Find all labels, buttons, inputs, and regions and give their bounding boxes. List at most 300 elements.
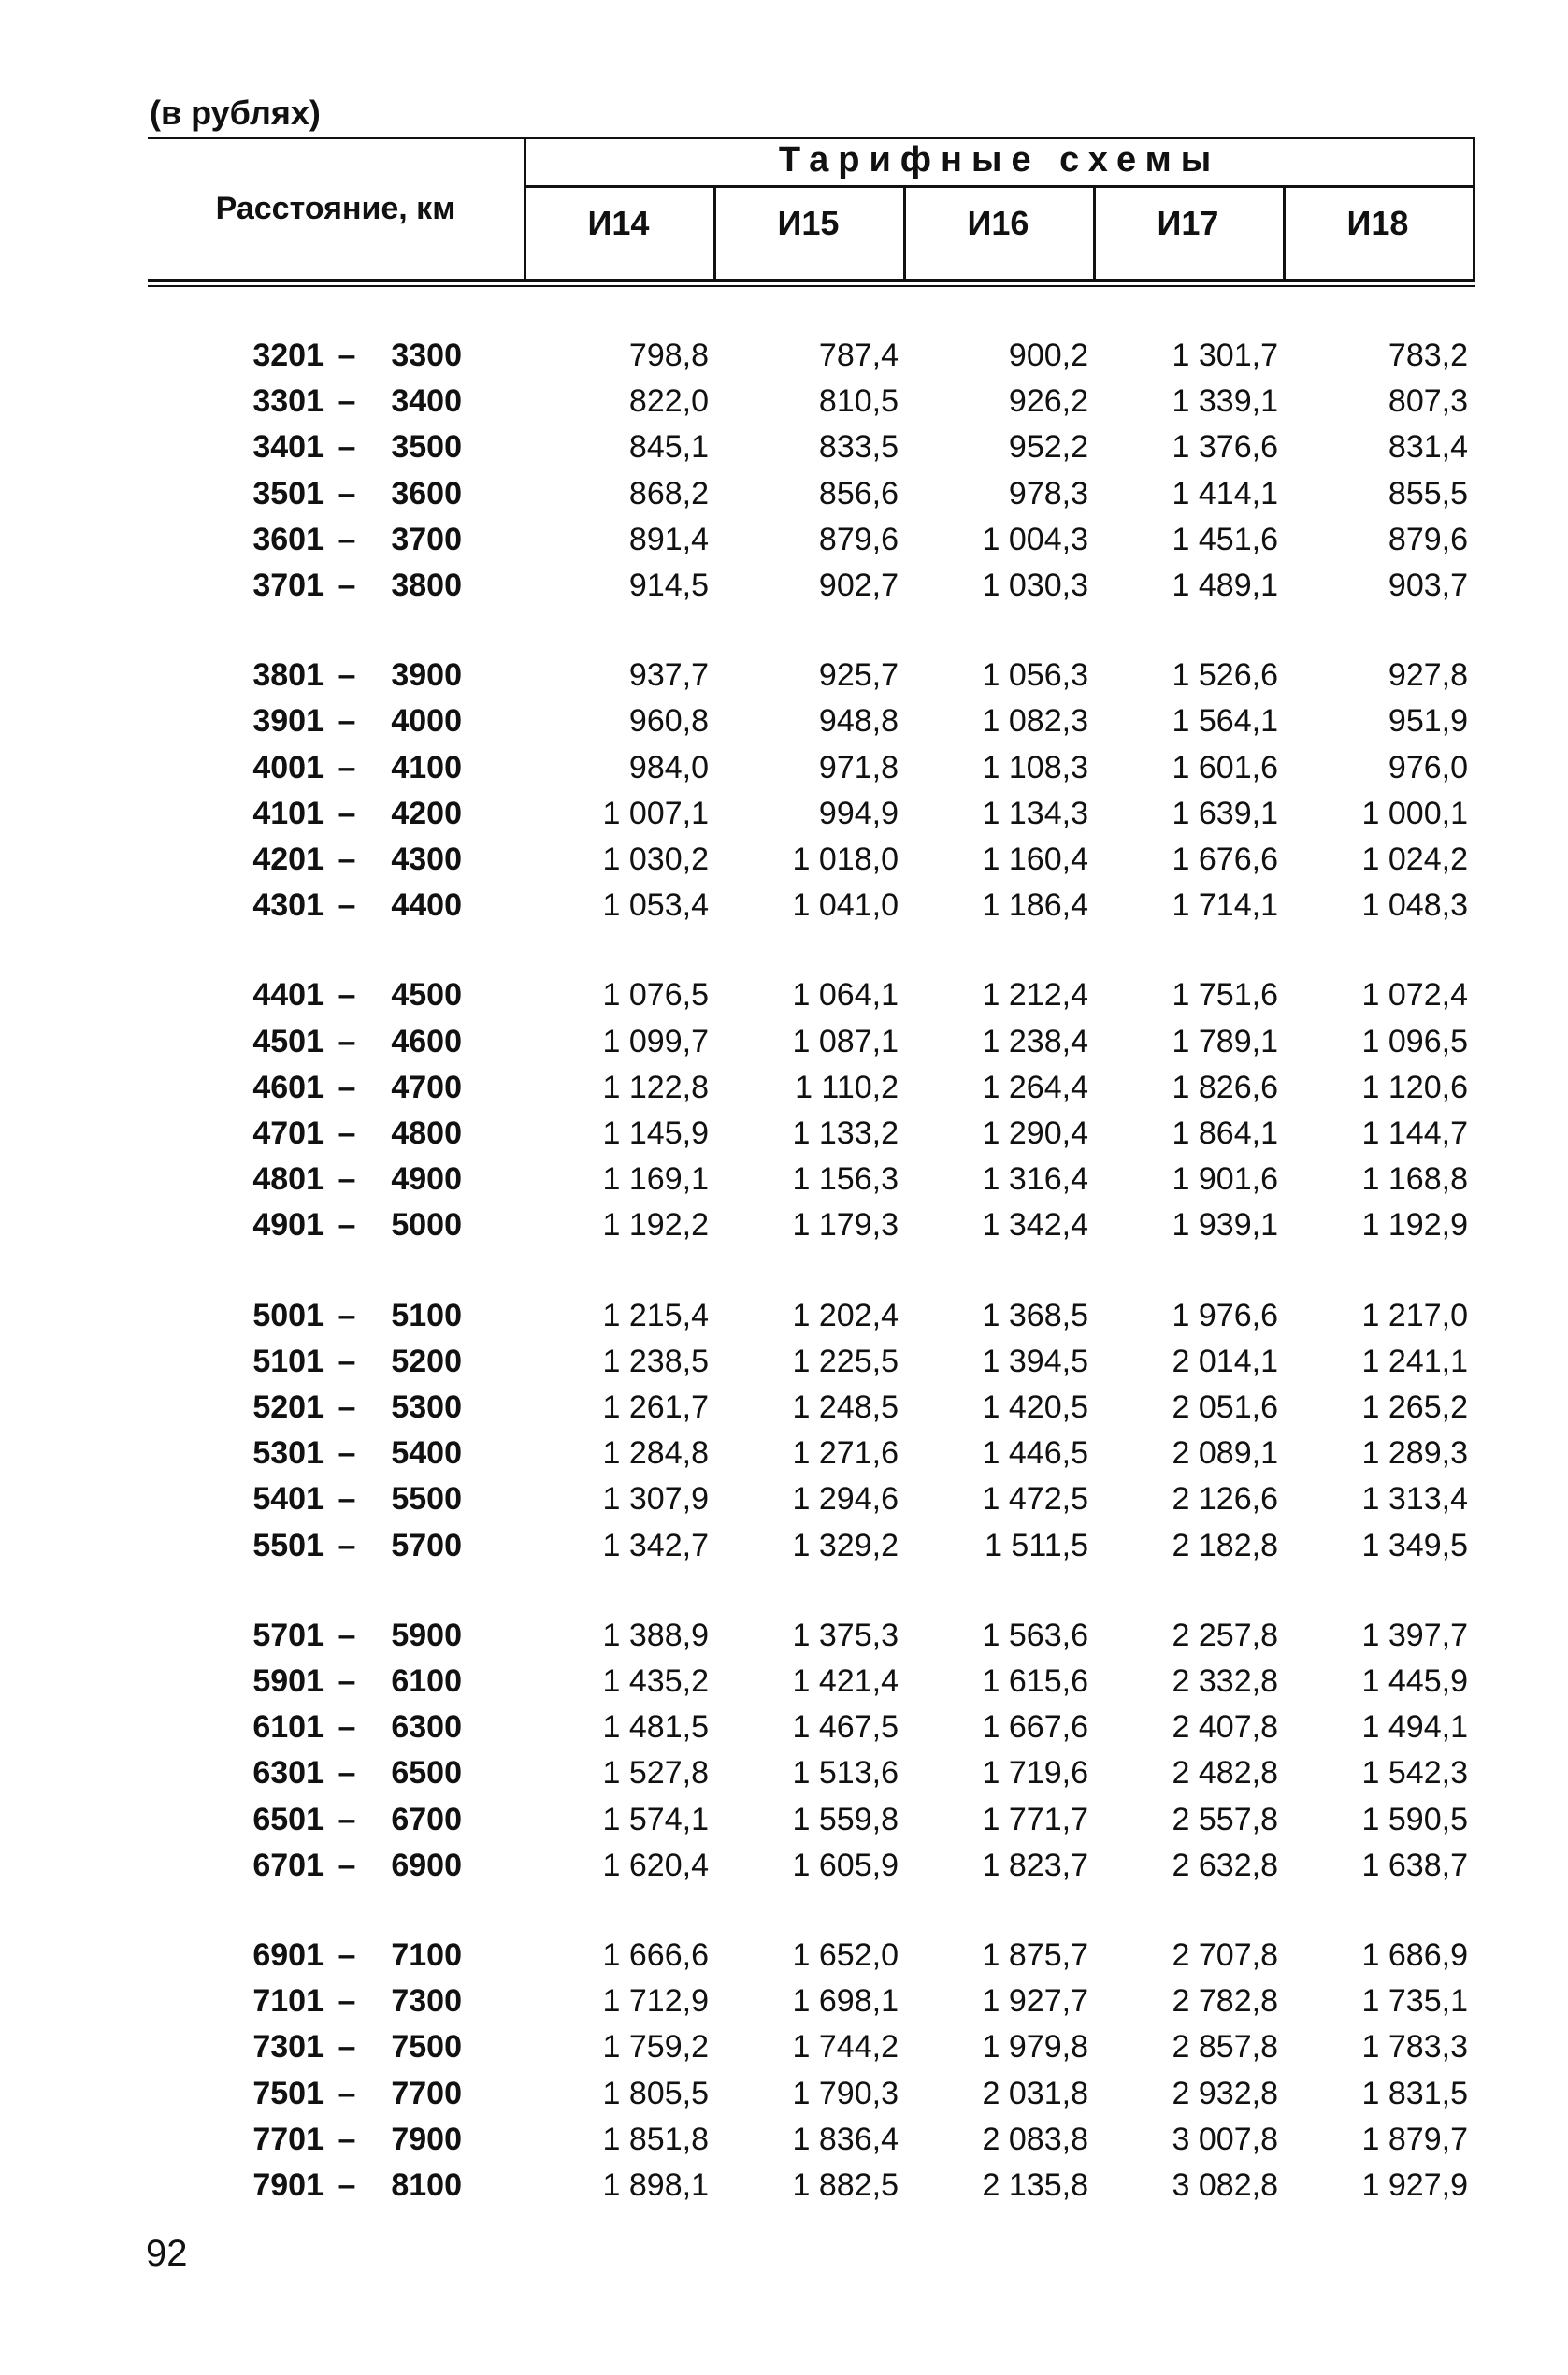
distance-from: 4301 xyxy=(252,887,324,924)
tariff-value: 810,5 xyxy=(818,383,899,420)
table-row xyxy=(148,1019,1475,1065)
distance-from: 5301 xyxy=(252,1435,324,1472)
distance-to: 4400 xyxy=(391,887,462,924)
distance-dash: – xyxy=(338,749,356,785)
tariff-value: 2 632,8 xyxy=(1172,1847,1278,1883)
distance-dash: – xyxy=(338,1755,356,1792)
distance-to: 4000 xyxy=(391,703,462,740)
tariff-value: 1 290,4 xyxy=(982,1116,1088,1151)
tariff-value: 2 135,8 xyxy=(982,2167,1088,2203)
distance-dash: – xyxy=(338,2075,356,2111)
tariff-value: 2 332,8 xyxy=(1172,1663,1278,1699)
column-header-i14: И14 xyxy=(587,204,650,242)
distance-from: 4001 xyxy=(252,749,324,785)
tariff-value: 1 238,4 xyxy=(982,1023,1088,1059)
tariff-value: 1 420,5 xyxy=(982,1389,1088,1425)
table-row xyxy=(148,471,1475,517)
tariff-value: 1 667,6 xyxy=(982,1709,1088,1746)
distance-dash: – xyxy=(338,1207,356,1244)
tariff-value: 1 831,5 xyxy=(1361,2075,1468,2111)
tariff-value: 1 783,3 xyxy=(1361,2029,1468,2066)
distance-from: 3601 xyxy=(252,521,324,557)
tariff-value: 2 407,8 xyxy=(1172,1709,1278,1746)
table-row xyxy=(148,1111,1475,1157)
distance-from: 6101 xyxy=(252,1709,324,1746)
tariff-value: 2 557,8 xyxy=(1172,1801,1278,1837)
tariff-value: 1 901,6 xyxy=(1172,1161,1278,1198)
distance-to: 4700 xyxy=(391,1069,462,1105)
tariff-value: 1 615,6 xyxy=(982,1663,1088,1699)
tariff-value: 902,7 xyxy=(818,568,899,603)
table-row xyxy=(148,972,1475,1018)
tariff-value: 2 126,6 xyxy=(1172,1481,1278,1518)
tariff-value: 1 542,3 xyxy=(1361,1755,1468,1792)
distance-to: 8100 xyxy=(391,2167,462,2203)
tariff-value: 925,7 xyxy=(818,657,899,694)
column-header-i18: И18 xyxy=(1346,204,1409,242)
distance-to: 7900 xyxy=(391,2121,462,2157)
table-row xyxy=(148,517,1475,563)
tariff-value: 1 638,7 xyxy=(1361,1847,1468,1883)
tariff-value: 903,7 xyxy=(1388,568,1468,603)
distance-to: 6100 xyxy=(391,1663,462,1699)
table-row xyxy=(148,1659,1475,1705)
distance-to: 4500 xyxy=(391,977,462,1014)
table-row xyxy=(148,837,1475,883)
distance-from: 7501 xyxy=(252,2075,324,2111)
distance-from: 3501 xyxy=(252,475,324,511)
distance-to: 5100 xyxy=(391,1297,462,1333)
table-row xyxy=(148,563,1475,609)
tariff-value: 937,7 xyxy=(628,657,709,694)
distance-to: 4300 xyxy=(391,842,462,877)
table-row xyxy=(148,1705,1475,1750)
tariff-value: 1 927,9 xyxy=(1361,2167,1468,2203)
tariff-value: 1 744,2 xyxy=(792,2029,899,2066)
tariff-value: 1 771,7 xyxy=(982,1801,1088,1837)
distance-from: 5501 xyxy=(252,1527,324,1563)
distance-to: 6300 xyxy=(391,1709,462,1746)
table-row xyxy=(148,653,1475,698)
tariff-value: 1 394,5 xyxy=(982,1343,1088,1379)
distance-to: 6700 xyxy=(391,1801,462,1837)
distance-from: 4501 xyxy=(252,1023,324,1059)
tariff-value: 831,4 xyxy=(1388,429,1468,466)
tariff-value: 1 110,2 xyxy=(795,1069,899,1105)
distance-to: 7700 xyxy=(391,2075,462,2111)
distance-dash: – xyxy=(338,1617,356,1653)
table-row xyxy=(148,2163,1475,2209)
distance-to: 6900 xyxy=(391,1847,462,1883)
tariff-value: 1 805,5 xyxy=(602,2075,709,2111)
tariff-value: 1 122,8 xyxy=(602,1069,709,1105)
distance-from: 3801 xyxy=(252,657,324,694)
distance-dash: – xyxy=(338,1847,356,1883)
tariff-value: 1 882,5 xyxy=(792,2167,899,2203)
distance-dash: – xyxy=(338,1709,356,1746)
distance-to: 3500 xyxy=(391,429,462,466)
tariff-value: 1 435,2 xyxy=(602,1663,709,1699)
tariff-value: 2 707,8 xyxy=(1172,1937,1278,1973)
distance-from: 6301 xyxy=(252,1755,324,1792)
tariff-value: 2 482,8 xyxy=(1172,1755,1278,1792)
tariff-value: 1 879,7 xyxy=(1361,2121,1468,2157)
tariff-value: 1 202,4 xyxy=(792,1297,899,1333)
distance-dash: – xyxy=(338,887,356,924)
distance-dash: – xyxy=(338,977,356,1014)
tariff-value: 1 388,9 xyxy=(602,1617,709,1653)
distance-dash: – xyxy=(338,703,356,740)
distance-dash: – xyxy=(338,568,356,603)
distance-to: 3600 xyxy=(391,475,462,511)
tariff-value: 2 089,1 xyxy=(1172,1435,1278,1472)
tariff-value: 1 864,1 xyxy=(1172,1116,1278,1151)
tariff-value: 783,2 xyxy=(1388,338,1468,373)
tariff-value: 1 751,6 xyxy=(1172,977,1278,1014)
table-row xyxy=(148,1431,1475,1476)
tariff-value: 1 145,9 xyxy=(602,1116,709,1151)
tariff-value: 1 451,6 xyxy=(1172,521,1278,557)
tariff-value: 971,8 xyxy=(818,749,899,785)
table-row xyxy=(148,1157,1475,1202)
tariff-value: 976,0 xyxy=(1388,749,1468,785)
tariff-value: 1 018,0 xyxy=(792,842,899,877)
distance-to: 7100 xyxy=(391,1937,462,1973)
table-row xyxy=(148,2024,1475,2070)
tariff-value: 1 719,6 xyxy=(982,1755,1088,1792)
distance-to: 4200 xyxy=(391,795,462,831)
distance-to: 5000 xyxy=(391,1207,462,1244)
distance-to: 5400 xyxy=(391,1435,462,1472)
tariff-value: 1 686,9 xyxy=(1361,1937,1468,1973)
distance-dash: – xyxy=(338,2121,356,2157)
tariff-value: 926,2 xyxy=(1008,383,1088,420)
tariff-value: 1 342,4 xyxy=(982,1207,1088,1244)
tariff-value: 984,0 xyxy=(628,749,709,785)
tariff-value: 1 168,8 xyxy=(1361,1161,1468,1198)
distance-to: 3900 xyxy=(391,657,462,694)
distance-from: 7101 xyxy=(252,1983,324,2020)
tariff-value: 1 169,1 xyxy=(602,1161,709,1198)
tariff-value: 1 000,1 xyxy=(1361,795,1468,831)
tariff-value: 914,5 xyxy=(628,568,709,603)
tariff-value: 1 313,4 xyxy=(1361,1481,1468,1518)
distance-dash: – xyxy=(338,1983,356,2020)
tariff-value: 1 007,1 xyxy=(602,795,709,831)
tariff-value: 1 271,6 xyxy=(792,1435,899,1472)
table-row xyxy=(148,883,1475,928)
distance-from: 5001 xyxy=(252,1297,324,1333)
tariff-value: 1 851,8 xyxy=(602,2121,709,2157)
header-top-rule xyxy=(148,137,1475,139)
tariff-value: 1 714,1 xyxy=(1172,887,1278,924)
distance-from: 4201 xyxy=(252,842,324,877)
tariff-value: 1 248,5 xyxy=(792,1389,899,1425)
table-row xyxy=(148,1293,1475,1339)
tariff-value: 1 605,9 xyxy=(792,1847,899,1883)
table-row xyxy=(148,2117,1475,2163)
tariff-value: 1 526,6 xyxy=(1172,657,1278,694)
tariff-value: 1 489,1 xyxy=(1172,568,1278,603)
tariff-value: 1 030,3 xyxy=(982,568,1088,603)
table-row xyxy=(148,1750,1475,1796)
tariff-value: 1 212,4 xyxy=(982,977,1088,1014)
tariff-value: 1 481,5 xyxy=(602,1709,709,1746)
distance-from: 5101 xyxy=(252,1343,324,1379)
distance-dash: – xyxy=(338,1116,356,1151)
distance-from: 5901 xyxy=(252,1663,324,1699)
tariff-value: 798,8 xyxy=(628,338,709,373)
distance-to: 5500 xyxy=(391,1481,462,1518)
table-row xyxy=(148,698,1475,744)
table-row xyxy=(148,1797,1475,1843)
distance-dash: – xyxy=(338,1481,356,1518)
distance-from: 4901 xyxy=(252,1207,324,1244)
distance-to: 5900 xyxy=(391,1617,462,1653)
tariff-value: 1 446,5 xyxy=(982,1435,1088,1472)
distance-dash: – xyxy=(338,1527,356,1563)
distance-dash: – xyxy=(338,1069,356,1105)
table-row xyxy=(148,1523,1475,1569)
distance-from: 6501 xyxy=(252,1801,324,1837)
distance-to: 7300 xyxy=(391,1983,462,2020)
tariff-value: 1 823,7 xyxy=(982,1847,1088,1883)
table-row xyxy=(148,1613,1475,1659)
units-note: (в рублях) xyxy=(150,94,321,132)
tariff-value: 1 979,8 xyxy=(982,2029,1088,2066)
distance-dash: – xyxy=(338,2167,356,2203)
table-row xyxy=(148,745,1475,791)
distance-dash: – xyxy=(338,2029,356,2066)
tariff-value: 927,8 xyxy=(1388,657,1468,694)
distance-from: 7901 xyxy=(252,2167,324,2203)
tariff-value: 1 652,0 xyxy=(792,1937,899,1973)
tariff-value: 822,0 xyxy=(628,383,709,420)
tariff-value: 1 144,7 xyxy=(1361,1116,1468,1151)
tariff-value: 845,1 xyxy=(628,429,709,466)
table-row xyxy=(148,1202,1475,1248)
distance-to: 5300 xyxy=(391,1389,462,1425)
distance-from: 3301 xyxy=(252,383,324,420)
table-row xyxy=(148,425,1475,470)
tariff-value: 1 133,2 xyxy=(792,1116,899,1151)
tariff-value: 1 836,4 xyxy=(792,2121,899,2157)
tariff-value: 1 790,3 xyxy=(792,2075,899,2111)
header-middle-rule xyxy=(524,185,1475,188)
distance-from: 3401 xyxy=(252,429,324,466)
tariff-value: 1 414,1 xyxy=(1172,475,1278,511)
distance-from: 5401 xyxy=(252,1481,324,1518)
distance-dash: – xyxy=(338,1663,356,1699)
tariff-value: 1 284,8 xyxy=(602,1435,709,1472)
distance-from: 7701 xyxy=(252,2121,324,2157)
tariff-value: 1 976,6 xyxy=(1172,1297,1278,1333)
tariff-value: 1 217,0 xyxy=(1361,1297,1468,1333)
tariff-value: 1 024,2 xyxy=(1361,842,1468,877)
tariff-value: 1 108,3 xyxy=(982,749,1088,785)
distance-from: 3701 xyxy=(252,568,324,603)
tariff-value: 1 564,1 xyxy=(1172,703,1278,740)
tariff-value: 1 759,2 xyxy=(602,2029,709,2066)
tariff-value: 900,2 xyxy=(1008,338,1088,373)
tariff-value: 1 421,4 xyxy=(792,1663,899,1699)
tariff-value: 1 056,3 xyxy=(982,657,1088,694)
tariff-value: 2 257,8 xyxy=(1172,1617,1278,1653)
tariff-value: 1 559,8 xyxy=(792,1801,899,1837)
distance-column-header: Расстояние, км xyxy=(215,191,456,226)
tariff-value: 1 076,5 xyxy=(602,977,709,1014)
distance-from: 4101 xyxy=(252,795,324,831)
distance-from: 5701 xyxy=(252,1617,324,1653)
tariff-value: 1 735,1 xyxy=(1361,1983,1468,2020)
column-header-i15: И15 xyxy=(777,204,840,242)
tariff-value: 1 445,9 xyxy=(1361,1663,1468,1699)
tariff-value: 3 082,8 xyxy=(1172,2167,1278,2203)
tariff-value: 1 215,4 xyxy=(602,1297,709,1333)
distance-to: 4800 xyxy=(391,1116,462,1151)
tariff-value: 1 397,7 xyxy=(1361,1617,1468,1653)
distance-from: 4601 xyxy=(252,1069,324,1105)
tariff-value: 1 368,5 xyxy=(982,1297,1088,1333)
table-row xyxy=(148,1933,1475,1979)
tariff-value: 978,3 xyxy=(1008,475,1088,511)
distance-from: 6701 xyxy=(252,1847,324,1883)
distance-to: 3700 xyxy=(391,521,462,557)
tariff-value: 1 156,3 xyxy=(792,1161,899,1198)
table-row xyxy=(148,1385,1475,1431)
distance-dash: – xyxy=(338,842,356,877)
tariff-value: 1 099,7 xyxy=(602,1023,709,1059)
tariff-value: 1 264,4 xyxy=(982,1069,1088,1105)
tariff-value: 1 342,7 xyxy=(602,1527,709,1563)
table-row xyxy=(148,333,1475,379)
tariff-value: 807,3 xyxy=(1388,383,1468,420)
distance-to: 3400 xyxy=(391,383,462,420)
tariff-value: 3 007,8 xyxy=(1172,2121,1278,2157)
tariff-value: 994,9 xyxy=(818,795,899,831)
tariff-value: 1 875,7 xyxy=(982,1937,1088,1973)
distance-to: 3300 xyxy=(391,338,462,373)
tariff-value: 1 574,1 xyxy=(602,1801,709,1837)
distance-dash: – xyxy=(338,1023,356,1059)
tariff-value: 1 494,1 xyxy=(1361,1709,1468,1746)
tariff-value: 1 160,4 xyxy=(982,842,1088,877)
header-bottom-rule-thin xyxy=(148,285,1475,287)
table-row xyxy=(148,1979,1475,2024)
distance-dash: – xyxy=(338,1297,356,1333)
distance-dash: – xyxy=(338,1389,356,1425)
tariff-value: 1 301,7 xyxy=(1172,338,1278,373)
distance-dash: – xyxy=(338,1801,356,1837)
tariff-value: 1 375,3 xyxy=(792,1617,899,1653)
tariff-value: 1 179,3 xyxy=(792,1207,899,1244)
tariff-value: 1 620,4 xyxy=(602,1847,709,1883)
tariff-value: 1 826,6 xyxy=(1172,1069,1278,1105)
distance-dash: – xyxy=(338,795,356,831)
distance-to: 5200 xyxy=(391,1343,462,1379)
distance-from: 4801 xyxy=(252,1161,324,1198)
tariff-value: 855,5 xyxy=(1388,475,1468,511)
distance-dash: – xyxy=(338,383,356,420)
table-row xyxy=(148,1476,1475,1522)
tariff-value: 1 927,7 xyxy=(982,1983,1088,2020)
tariff-value: 1 563,6 xyxy=(982,1617,1088,1653)
tariff-value: 1 698,1 xyxy=(792,1983,899,2020)
tariff-value: 1 048,3 xyxy=(1361,887,1468,924)
tariff-value: 891,4 xyxy=(628,521,709,557)
tariff-value: 1 096,5 xyxy=(1361,1023,1468,1059)
tariff-schemes-header: Тарифные схемы xyxy=(778,140,1221,180)
distance-dash: – xyxy=(338,1161,356,1198)
tariff-value: 960,8 xyxy=(628,703,709,740)
tariff-value: 2 083,8 xyxy=(982,2121,1088,2157)
tariff-value: 1 511,5 xyxy=(985,1527,1088,1563)
distance-dash: – xyxy=(338,429,356,466)
tariff-value: 1 082,3 xyxy=(982,703,1088,740)
distance-dash: – xyxy=(338,521,356,557)
table-row xyxy=(148,1843,1475,1889)
tariff-value: 1 472,5 xyxy=(982,1481,1088,1518)
tariff-value: 1 666,6 xyxy=(602,1937,709,1973)
tariff-value: 833,5 xyxy=(818,429,899,466)
table-row xyxy=(148,791,1475,837)
tariff-value: 2 182,8 xyxy=(1172,1527,1278,1563)
tariff-value: 2 051,6 xyxy=(1172,1389,1278,1425)
tariff-value: 2 014,1 xyxy=(1172,1343,1278,1379)
header-bottom-rule xyxy=(148,279,1475,282)
tariff-value: 1 053,4 xyxy=(602,887,709,924)
tariff-value: 1 087,1 xyxy=(792,1023,899,1059)
distance-from: 7301 xyxy=(252,2029,324,2066)
distance-dash: – xyxy=(338,475,356,511)
tariff-value: 1 134,3 xyxy=(982,795,1088,831)
tariff-value: 1 004,3 xyxy=(982,521,1088,557)
tariff-value: 2 782,8 xyxy=(1172,1983,1278,2020)
tariff-value: 1 225,5 xyxy=(792,1343,899,1379)
table-row xyxy=(148,2071,1475,2117)
tariff-value: 856,6 xyxy=(818,475,899,511)
distance-to: 4900 xyxy=(391,1161,462,1198)
tariff-value: 1 349,5 xyxy=(1361,1527,1468,1563)
table-row xyxy=(148,1065,1475,1111)
tariff-value: 1 939,1 xyxy=(1172,1207,1278,1244)
tariff-value: 2 857,8 xyxy=(1172,2029,1278,2066)
distance-from: 4701 xyxy=(252,1116,324,1151)
column-header-i16: И16 xyxy=(967,204,1029,242)
tariff-value: 948,8 xyxy=(818,703,899,740)
tariff-value: 1 712,9 xyxy=(602,1983,709,2020)
distance-to: 4600 xyxy=(391,1023,462,1059)
distance-from: 3901 xyxy=(252,703,324,740)
tariff-value: 1 030,2 xyxy=(602,842,709,877)
distance-dash: – xyxy=(338,657,356,694)
tariff-value: 1 186,4 xyxy=(982,887,1088,924)
tariff-value: 1 041,0 xyxy=(792,887,899,924)
tariff-value: 1 376,6 xyxy=(1172,429,1278,466)
distance-dash: – xyxy=(338,1435,356,1472)
tariff-value: 1 676,6 xyxy=(1172,842,1278,877)
table-row xyxy=(148,1339,1475,1385)
page-number: 92 xyxy=(146,2233,188,2274)
tariff-value: 879,6 xyxy=(818,521,899,557)
tariff-value: 1 316,4 xyxy=(982,1161,1088,1198)
tariff-value: 1 238,5 xyxy=(602,1343,709,1379)
tariff-value: 1 590,5 xyxy=(1361,1801,1468,1837)
tariff-value: 1 241,1 xyxy=(1361,1343,1468,1379)
tariff-value: 1 789,1 xyxy=(1172,1023,1278,1059)
tariff-value: 2 932,8 xyxy=(1172,2075,1278,2111)
column-header-i17: И17 xyxy=(1157,204,1219,242)
